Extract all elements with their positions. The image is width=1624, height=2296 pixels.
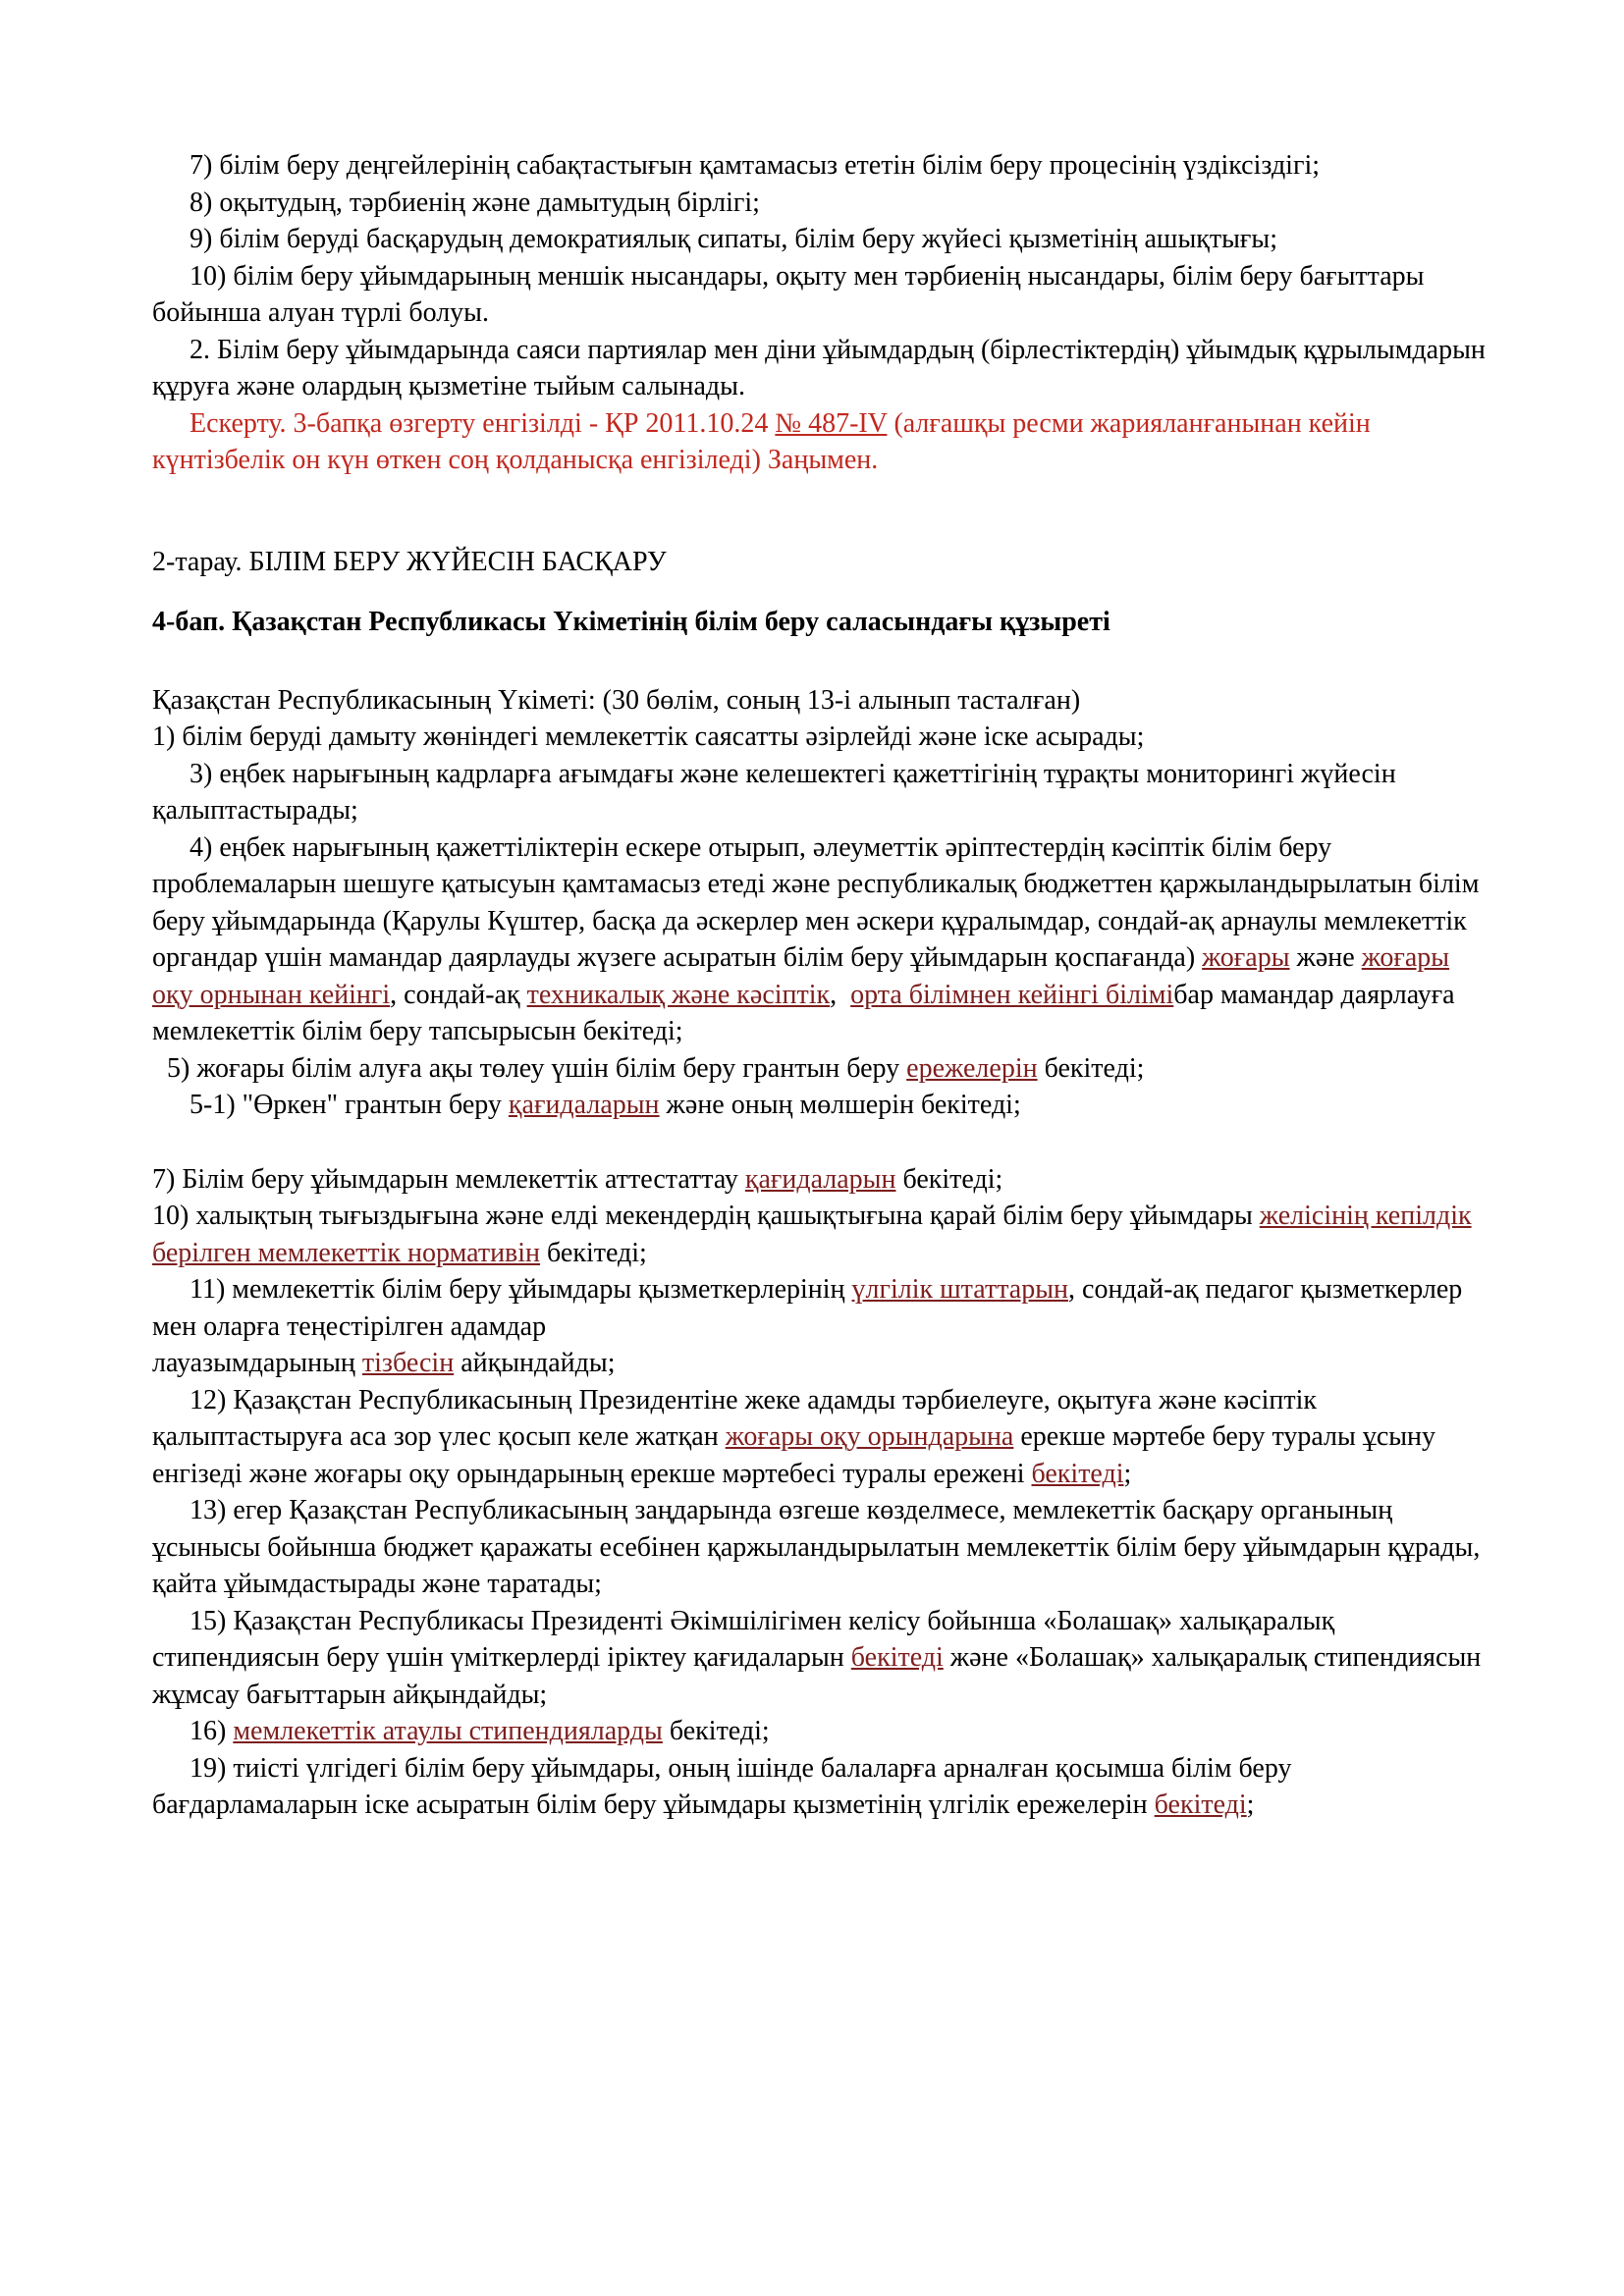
paragraph bbox=[152, 544, 1486, 581]
paragraph bbox=[152, 1382, 1486, 1493]
doc-link[interactable]: жоғары bbox=[1202, 942, 1290, 973]
text-run: бекітеді; bbox=[895, 1163, 1003, 1195]
doc-link[interactable]: жоғары оқу орындарына bbox=[725, 1421, 1014, 1452]
text-run: бекітеді; bbox=[1037, 1052, 1145, 1084]
paragraph bbox=[152, 682, 1486, 720]
text-run: 5-1) "Өркен" грантын беру bbox=[189, 1090, 509, 1120]
text-run: ; bbox=[1123, 1458, 1132, 1489]
text-run: 15) Қазақстан Республикасы Президенті Әкімшілігімен келісу бойынша «Болашақ» халықаралық стипендиясын беру үшін үміткерлерді іріктеу қағидаларын bbox=[152, 1605, 1335, 1673]
paragraph bbox=[152, 258, 1486, 332]
doc-link[interactable]: қағидаларын bbox=[508, 1090, 660, 1120]
text-run: 2. Білім беру ұйымдарында саяси партиялар мен діни ұйымдардың (бірлестіктердің) ұйымдық құрылымдарын құруға және олардың қызметіне тыйым салынады. bbox=[152, 334, 1486, 401]
doc-link[interactable]: бекітеді bbox=[850, 1642, 944, 1673]
text-run: 12) Қазақстан Республикасының Президентіне жеке адамды тәрбиелеуге, оқытуға және кәсіптік қалыптастыруға аса зор үлес қосып келе жатқан bbox=[152, 1384, 1317, 1452]
text-run: бекітеді; bbox=[540, 1237, 647, 1268]
text-run: 3) еңбек нарығының кадрларға ағымдағы және келешектегі қажеттігінің тұрақты мониторингі жүйесін қалыптастырады; bbox=[152, 758, 1396, 826]
text-run: 11) мемлекеттік білім беру ұйымдары қызметкерлерінің bbox=[189, 1274, 852, 1305]
doc-link[interactable]: жоғары оқу орнынан кейінгі bbox=[152, 942, 1450, 1010]
paragraph bbox=[152, 1271, 1486, 1382]
paragraph bbox=[152, 185, 1486, 222]
doc-link[interactable]: үлгілік штаттарын bbox=[851, 1274, 1069, 1305]
paragraph bbox=[152, 405, 1486, 479]
paragraph bbox=[152, 1713, 1486, 1750]
text-run: 2-тарау. БІЛІМ БЕРУ ЖҮЙЕСІН БАСҚАРУ bbox=[152, 546, 667, 577]
text-run: 7) Білім беру ұйымдарын мемлекеттік аттестаттау bbox=[152, 1163, 745, 1195]
text-run: 5) жоғары білім алуға ақы төлеу үшін білім беру грантын беру bbox=[167, 1052, 907, 1084]
paragraph bbox=[152, 1198, 1486, 1271]
text-run: бекітеді; bbox=[662, 1716, 770, 1746]
text-run: ; bbox=[1246, 1789, 1255, 1820]
text-run: 9) білім беруді басқарудың демократиялық сипаты, білім беру жүйесі қызметінің ашықтығы; bbox=[189, 224, 1278, 254]
text-run: Қазақстан Республикасының Үкіметі: (30 бөлім, соның 13-і алынып тасталған) bbox=[152, 684, 1081, 716]
text-run: бар мамандар даярлауға мемлекеттік білім беру тапсырысын бекітеді; bbox=[152, 979, 1455, 1046]
doc-link[interactable]: мемлекеттік атаулы стипендияларды bbox=[233, 1716, 663, 1746]
paragraph bbox=[152, 719, 1486, 756]
paragraph bbox=[152, 1603, 1486, 1714]
text-run: (алғашқы ресми жарияланғанынан кейін күнтізбелік он күн өткен соң қолданысқа енгізіледі) Заңымен. bbox=[152, 407, 1371, 475]
doc-link[interactable]: техникалық және кәсіптік bbox=[526, 979, 831, 1010]
doc-link[interactable]: желісінің кепілдік берілген мемлекеттік нормативін bbox=[152, 1201, 1472, 1268]
doc-link[interactable]: бекітеді bbox=[1154, 1789, 1247, 1820]
paragraph bbox=[152, 1087, 1486, 1124]
doc-link[interactable]: бекітеді bbox=[1031, 1458, 1124, 1489]
text-run: 10) білім беру ұйымдарының меншік нысандары, оқыту мен тәрбиенің нысандары, білім беру бағыттары бойынша алуан түрлі болуы. bbox=[152, 260, 1425, 328]
text-run: және «Болашақ» халықаралық стипендиясын жұмсау бағыттарын айқындайды; bbox=[152, 1642, 1482, 1710]
paragraph bbox=[152, 756, 1486, 829]
text-run: 8) оқытудың, тәрбиенің және дамытудың бірлігі; bbox=[189, 187, 760, 218]
paragraph bbox=[152, 1492, 1486, 1603]
text-run: 19) тиісті үлгідегі білім беру ұйымдары, оның ішінде балаларға арналған қосымша білім беру бағдарламаларын іске асыратын білім беру ұйымдары қызметінің үлгілік ережелерін bbox=[152, 1752, 1292, 1820]
text-run: Ескерту. 3-бапқа өзгерту енгізілді - ҚР 2011.10.24 bbox=[189, 407, 776, 439]
text-run: , сондай-ақ педагог қызметкерлер мен оларға теңестірілген адамдар bbox=[152, 1274, 1463, 1342]
text-run: 1) білім беруді дамыту жөніндегі мемлекеттік саясатты әзірлейді және іске асырады; bbox=[152, 721, 1145, 752]
doc-link[interactable]: қағидаларын bbox=[744, 1163, 896, 1195]
text-run: ерекше мәртебе беру туралы ұсыну енгізеді және жоғары оқу орындарының ерекше мәртебесі туралы ережені bbox=[152, 1421, 1436, 1489]
paragraph bbox=[152, 1161, 1486, 1199]
doc-link[interactable]: тізбесін bbox=[361, 1348, 455, 1378]
text-run: айқындайды; bbox=[454, 1348, 616, 1378]
document-body bbox=[152, 147, 1486, 1824]
doc-link[interactable]: орта білімнен кейінгі білімі bbox=[850, 979, 1174, 1010]
paragraph bbox=[152, 332, 1486, 405]
text-run: 4) еңбек нарығының қажеттіліктерін ескере отырып, әлеуметтік әріптестердің кәсіптік білім беру проблемаларын шешуге қатысуын қамтамасыз етеді және республикалық бюджеттен қаржыландырылатын білім беру ұйымдарында (Қарулы Күштер, басқа да әскерлер мен әскери құралымдар, сондай-ақ арнаулы мемлекеттік органдар үшін мамандар даярлауды жүзеге асыратын білім беру ұйымдарын қоспағанда) bbox=[152, 831, 1480, 973]
paragraph bbox=[152, 604, 1486, 641]
text-run: 4-бап. Қазақстан Республикасы Үкіметінің білім беру саласындағы құзыреті bbox=[152, 607, 1110, 637]
paragraph bbox=[152, 221, 1486, 258]
paragraph bbox=[152, 829, 1486, 1050]
doc-link-red[interactable]: № 487-IV bbox=[775, 407, 888, 439]
text-run: , bbox=[830, 979, 851, 1010]
text-run: және bbox=[1289, 942, 1362, 973]
doc-link[interactable]: ережелерін bbox=[906, 1052, 1038, 1084]
text-run: 7) білім беру деңгейлерінің сабақтастығын қамтамасыз ететін білім беру процесінің үздіксіздігі; bbox=[189, 150, 1321, 181]
text-run: 10) халықтың тығыздығына және елді мекендердің қашықтығына қарай білім беру ұйымдары bbox=[152, 1201, 1260, 1231]
paragraph bbox=[152, 1050, 1486, 1088]
text-run: , сондай-ақ bbox=[390, 979, 527, 1010]
paragraph bbox=[152, 1750, 1486, 1824]
text-run: 13) егер Қазақстан Республикасының заңдарында өзгеше көзделмесе, мемлекеттік басқару органының ұсынысы бойынша бюджет қаражаты есебінен қаржыландырылатын мемлекеттік білім беру ұйымдарын құрады, қайта ұйымдастырады және таратады; bbox=[152, 1495, 1481, 1599]
text-run: 16) bbox=[189, 1716, 234, 1746]
text-run: лауазымдарының bbox=[152, 1348, 362, 1378]
paragraph bbox=[152, 147, 1486, 185]
text-run: және оның мөлшерін бекітеді; bbox=[659, 1090, 1021, 1120]
